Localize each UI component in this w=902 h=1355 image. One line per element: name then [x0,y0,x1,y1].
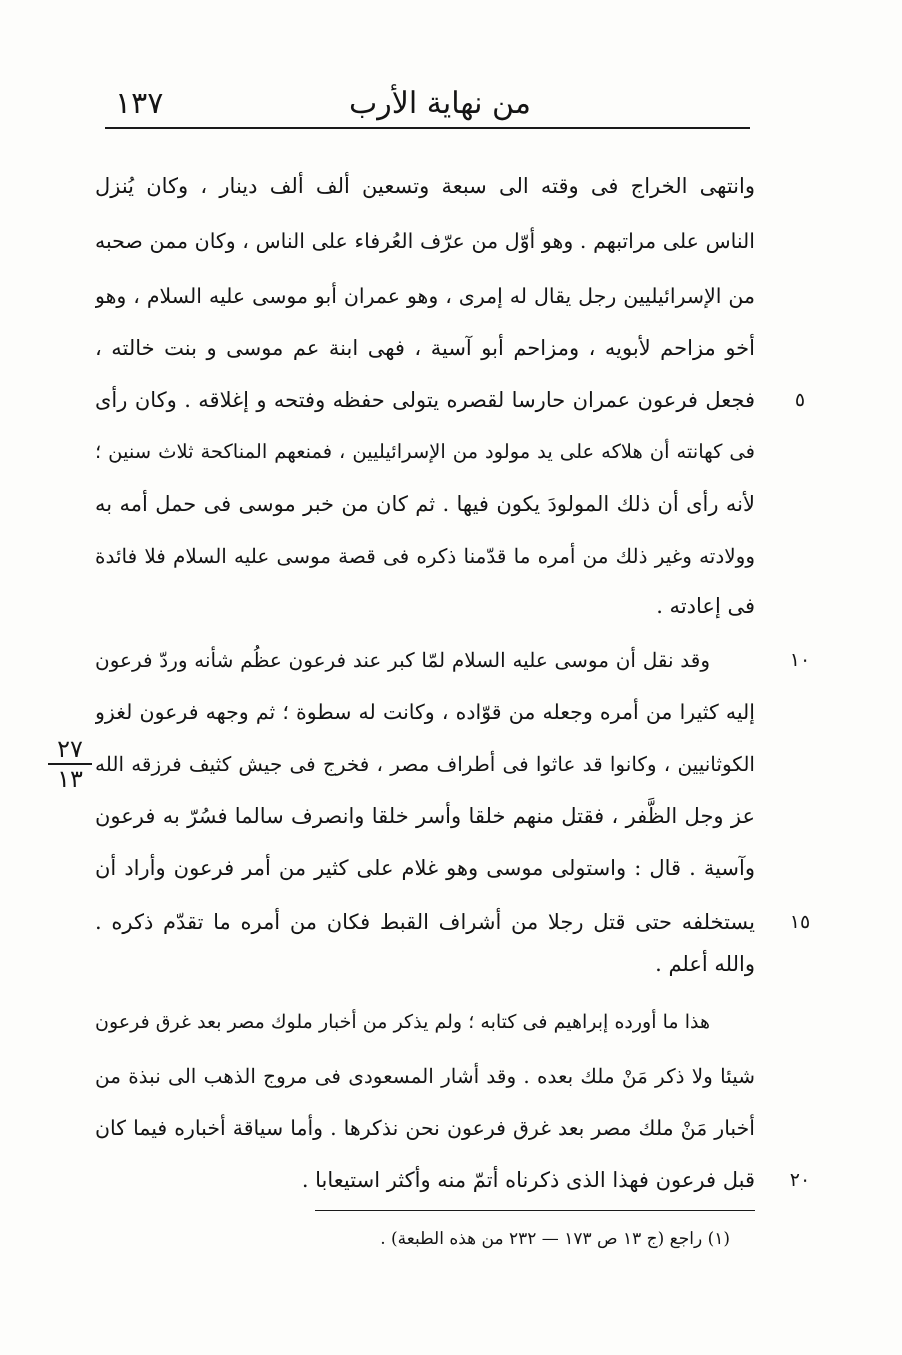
line-number: ١٥ [789,911,811,933]
text-line: من الإسرائيليين رجل يقال له إمرى ، وهو عمران أبو موسى عليه السلام ، وهو [95,284,755,308]
margin-ref-bottom: ١٣ [57,765,83,793]
text-line: فى إعادته . [656,594,755,618]
text-line: فجعل فرعون عمران حارسا لقصره يتولى حفظه وفتحه و إغلاقه . وكان رأى [95,388,755,412]
footnote: (١) راجع (ج ١٣ ص ١٧٣ — ٢٣٢ من هذه الطبعة) . [380,1229,730,1249]
margin-ref-top: ٢٧ [57,735,83,763]
text-line: إليه كثيرا من أمره وجعله من قوّاده ، وكانت له سطوة ؛ ثم وجهه فرعون لغزو [95,700,755,724]
text-line: عز وجل الظَّفر ، فقتل منهم خلقا وأسر خلقا وانصرف سالما فسُرّ به فرعون [95,804,755,828]
margin-page-reference [46,735,94,793]
text-line: وقد نقل أن موسى عليه السلام لمّا كبر عند فرعون عظُم شأنه وردّ فرعون [95,648,710,672]
text-line: أخو مزاحم لأبويه ، ومزاحم أبو آسية ، فهى ابنة عم موسى و بنت خالته ، [95,336,755,360]
line-number: ٢٠ [789,1169,811,1191]
text-line: وآسية . قال : واستولى موسى وهو غلام على كثير من أمر فرعون وأراد أن [95,856,755,880]
footnote-rule [315,1210,755,1211]
line-number: ١٠ [789,649,811,671]
text-line: فى كهانته أن هلاكه على يد مولود من الإسرائيليين ، فمنعهم المناكحة ثلاث سنين ؛ [95,440,755,463]
text-line: شيئا ولا ذكر مَنْ ملك بعده . وقد أشار المسعودى فى مروج الذهب الى نبذة من [95,1064,755,1088]
page-number: ١٣٧ [115,86,164,121]
text-line: الكوثانيين ، وكانوا قد عاثوا فى أطراف مصر ، فخرج فى جيش كثيف فرزقه الله [95,752,755,776]
header-rule [105,127,750,129]
text-line: لأنه رأى أن ذلك المولودَ يكون فيها . ثم كان من خبر موسى فى حمل أمه به [95,492,755,516]
text-line: قبل فرعون فهذا الذى ذكرناه أتمّ منه وأكثر استيعابا . [301,1168,755,1192]
text-line: هذا ما أورده إبراهيم فى كتابه ؛ ولم يذكر من أخبار ملوك مصر بعد غرق فرعون [95,1011,710,1033]
text-line: وانتهى الخراج فى وقته الى سبعة وتسعين ألف ألف دينار ، وكان يُنزل [95,174,755,198]
text-line: والله أعلم . [655,952,755,976]
running-header-title: من نهاية الأرب [349,86,531,121]
text-line: أخبار مَنْ ملك مصر بعد غرق فرعون نحن نذكرها . وأما سياقة أخباره فيما كان [95,1116,755,1140]
text-line: الناس على مراتبهم . وهو أوّل من عرّف العُرفاء على الناس ، وكان ممن صحبه [95,229,755,253]
line-number: ٥ [794,389,806,411]
text-line: يستخلفه حتى قتل رجلا من أشراف القبط فكان من أمره ما تقدّم ذكره . [95,910,755,934]
text-line: وولادته وغير ذلك من أمره ما قدّمنا ذكره فى قصة موسى عليه السلام فلا فائدة [95,544,755,568]
